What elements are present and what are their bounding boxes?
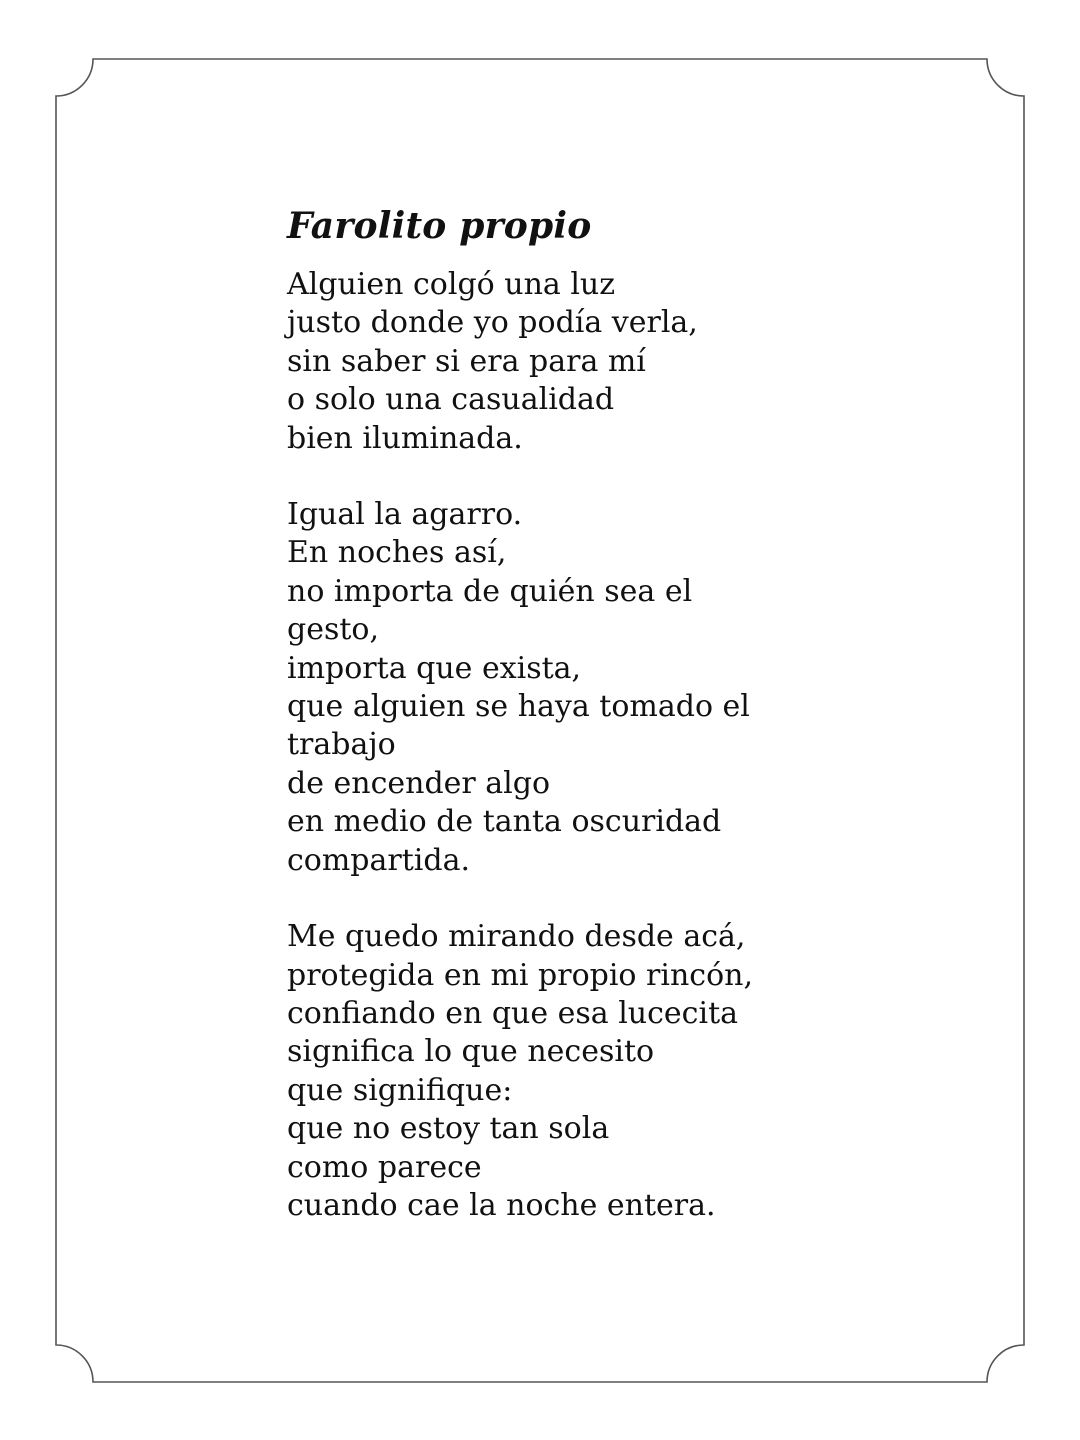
poem-line: En noches así, [287,535,507,571]
poem-line: sin saber si era para mí [287,343,646,379]
poem-line: que signifique: [287,1072,513,1108]
poem [287,204,1007,1263]
poem-line: que no estoy tan sola [287,1111,610,1147]
poem-line: como parece [287,1149,482,1185]
poem-line: o solo una casualidad [287,382,615,418]
poem-line: en medio de tanta oscuridad [287,804,722,840]
stanza [287,266,1007,458]
poem-line: Me quedo mirando desde acá, [287,919,746,955]
poem-title: Farolito propio [287,205,592,247]
poem-line: significa lo que necesito [287,1034,655,1070]
poem-line: Igual la agarro. [287,497,523,533]
poem-line: gesto, [287,612,380,648]
poem-line: cuando cae la noche entera. [287,1187,716,1223]
stanza [287,918,1007,1225]
poem-line: confiando en que esa lucecita [287,995,739,1031]
poem-line: no importa de quién sea el [287,573,693,609]
poem-line: justo donde yo podía verla, [287,305,698,341]
stanza [287,496,1007,880]
poem-line: de encender algo [287,765,551,801]
poem-line: trabajo [287,727,396,763]
poem-line: importa que exista, [287,650,582,686]
poem-line: compartida. [287,842,471,878]
poem-line: protegida en mi propio rincón, [287,957,754,993]
poem-line: bien iluminada. [287,420,523,456]
poem-line: Alguien colgó una luz [287,267,616,302]
poem-line: que alguien se haya tomado el [287,689,750,725]
